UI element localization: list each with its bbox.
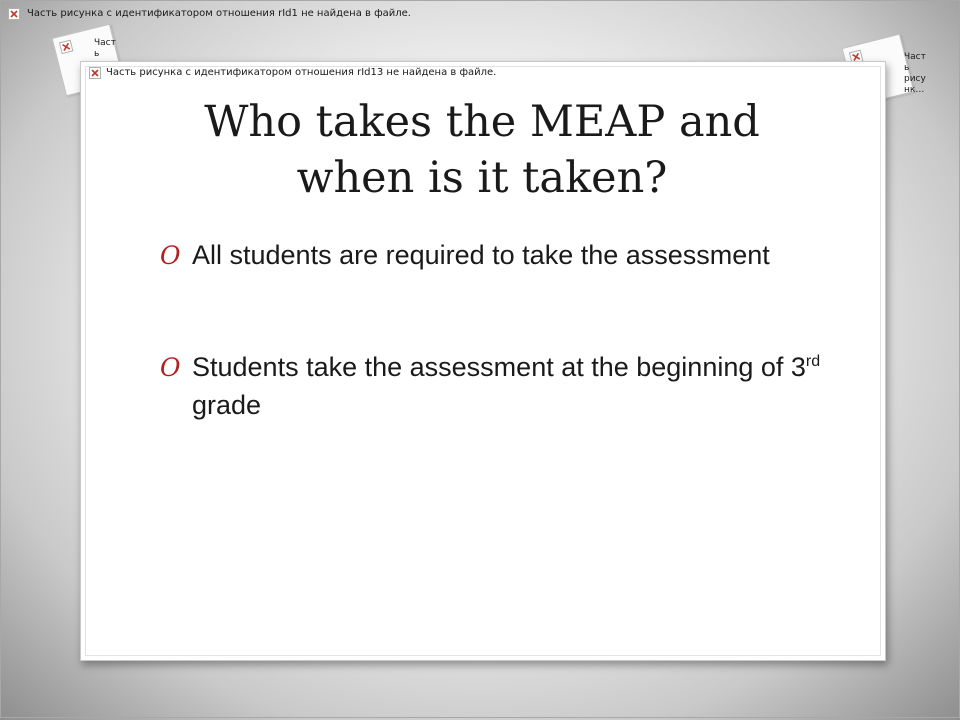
bullet-marker-icon: O	[160, 353, 181, 382]
bullet-text-prefix: Students take the assessment at the beginning of 3	[192, 352, 806, 382]
bullet-item	[160, 236, 840, 274]
broken-image-icon	[8, 8, 20, 20]
missing-picture-caption-background: Часть рисунка с идентификатором отношения rId1 не найдена в файле.	[27, 8, 411, 19]
broken-image-icon	[89, 67, 101, 79]
slide-title	[80, 94, 884, 206]
slide-title-line-1: Who takes the MEAP and	[204, 97, 760, 147]
broken-image-icon	[59, 40, 74, 55]
missing-picture-label-right: Част ь рису нк…	[904, 52, 926, 95]
slide-title-line-2: when is it taken?	[296, 153, 668, 203]
bullet-text-superscript: rd	[805, 353, 821, 370]
missing-picture-label-left: Част ь	[94, 38, 116, 59]
bullet-text: All students are required to take the assessment	[192, 240, 770, 270]
bullet-marker-icon: O	[160, 241, 181, 270]
bullet-item	[160, 348, 840, 424]
bullet-list	[160, 236, 840, 424]
missing-picture-caption-card: Часть рисунка с идентификатором отношения rId13 не найдена в файле.	[106, 67, 497, 78]
bullet-text-suffix: grade	[192, 390, 262, 420]
